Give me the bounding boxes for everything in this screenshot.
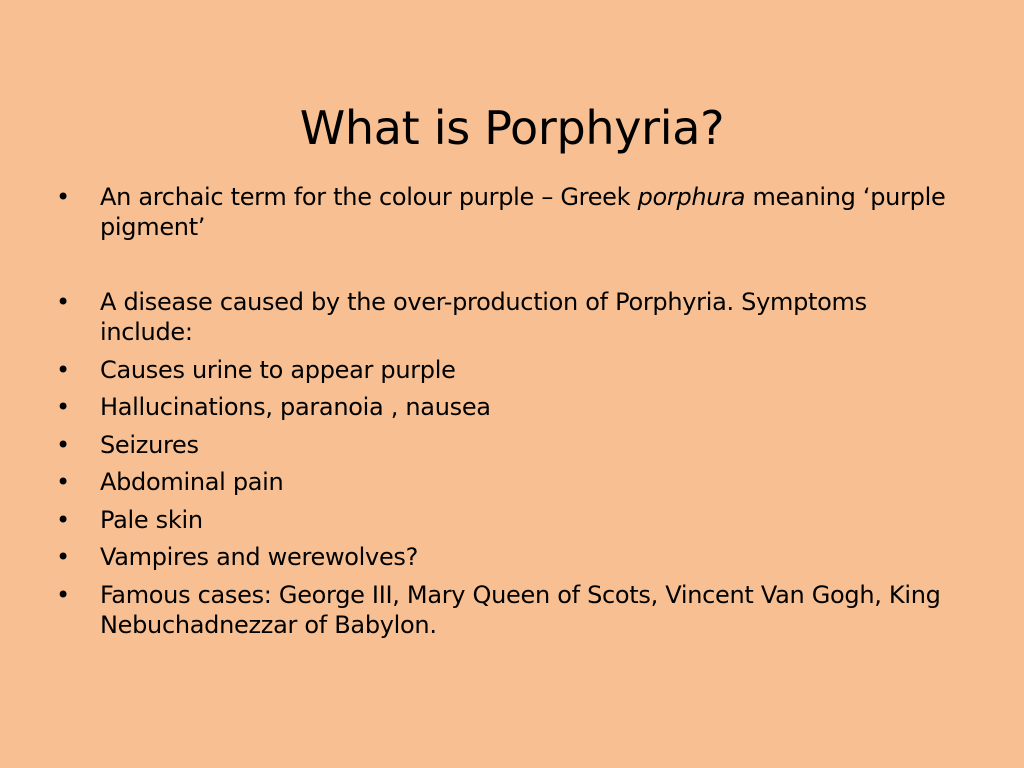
list-item-text: Pale skin [100, 505, 203, 534]
list-item-text: Vampires and werewolves? [100, 543, 419, 571]
bullet-icon: • [56, 393, 70, 421]
list-item [56, 182, 966, 242]
bullet-icon: • [56, 505, 70, 534]
bullet-list [56, 182, 966, 647]
slide-title: What is Porphyria? [299, 100, 725, 155]
bullet-icon: • [56, 288, 70, 316]
list-item [56, 467, 966, 497]
list-item [56, 355, 966, 385]
list-item-text: Causes urine to appear purple [100, 355, 456, 384]
bullet-icon: • [56, 543, 70, 571]
list-item [56, 392, 966, 422]
list-item [56, 580, 966, 640]
list-item [56, 287, 966, 347]
bullet-icon: • [56, 430, 70, 459]
list-item [56, 542, 966, 572]
list-item-text-end: meaning ‘purple pigment’ [100, 183, 946, 241]
bullet-icon: • [56, 468, 70, 496]
list-item-text: A disease caused by the over-production of Porphyria. Symptoms include: [100, 288, 867, 346]
bullet-icon: • [56, 580, 70, 609]
bullet-icon: • [56, 355, 70, 384]
list-item-text: Famous cases: George III, Mary Queen of Scots, Vincent Van Gogh, King Nebuchadnezzar of Babylon. [100, 580, 941, 639]
list-item-text [100, 183, 945, 241]
list-item [56, 430, 966, 460]
list-item [56, 505, 966, 535]
list-item-text: Hallucinations, paranoia , nausea [100, 393, 491, 421]
list-item-text: Seizures [100, 430, 199, 459]
bullet-icon: • [56, 183, 70, 211]
list-item-text-start: An archaic term for the colour purple – Greek [100, 183, 638, 211]
list-item-italic-term: porphura [637, 183, 746, 211]
list-item-text: Abdominal pain [100, 468, 284, 496]
